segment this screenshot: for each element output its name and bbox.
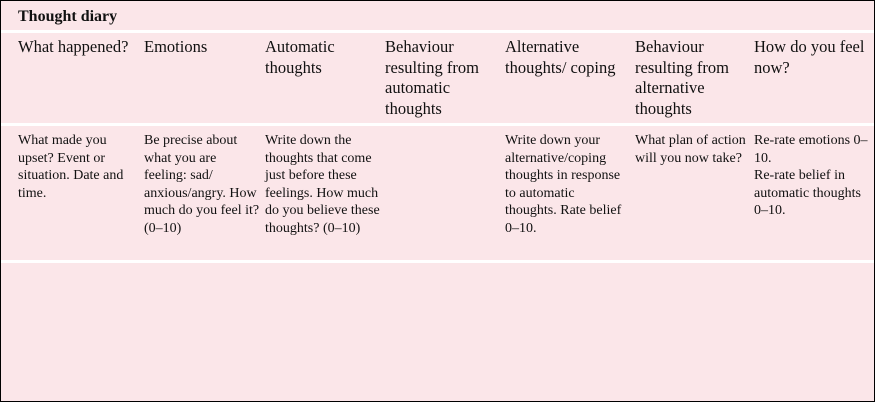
prompt-behaviour-alternative: What plan of action will you now take? (635, 133, 746, 166)
row-divider (1, 123, 874, 126)
header-behaviour-alternative: Behaviour resulting from alternative thoughts (635, 37, 729, 118)
prompt-rerate-emotions: Re-rate emotions 0–10. (754, 133, 868, 166)
header-alternative-thoughts: Alternative thoughts/ coping (505, 37, 616, 77)
header-emotions: Emotions (144, 37, 208, 56)
prompt-emotions: Be precise about what you are feeling: sad/ anxious/angry. How much do you feel it? (0–10) (144, 133, 260, 236)
prompt-automatic-thoughts: Write down the thoughts that come just before these feelings. How much do you believe these thoughts? (0–10) (265, 133, 380, 236)
prompt-how-do-you-feel-now (754, 132, 869, 220)
header-behaviour-automatic: Behaviour resulting from automatic thoughts (385, 37, 479, 118)
row-divider (1, 30, 874, 33)
prompt-alternative-thoughts: Write down your alternative/coping thoughts in response to automatic thoughts. Rate belief 0–10. (505, 133, 622, 236)
title-row (1, 1, 874, 30)
header-what-happened: What happened? (18, 37, 129, 56)
header-automatic-thoughts: Automatic thoughts (265, 37, 335, 77)
prompt-rerate-belief: Re-rate belief in automatic thoughts 0–10. (754, 168, 861, 219)
header-how-do-you-feel-now: How do you feel now? (754, 37, 865, 77)
prompt-what-happened: What made you upset? Event or situation. Date and time. (18, 133, 124, 201)
diary-title: Thought diary (18, 8, 118, 25)
blank-entry-area (1, 263, 874, 401)
